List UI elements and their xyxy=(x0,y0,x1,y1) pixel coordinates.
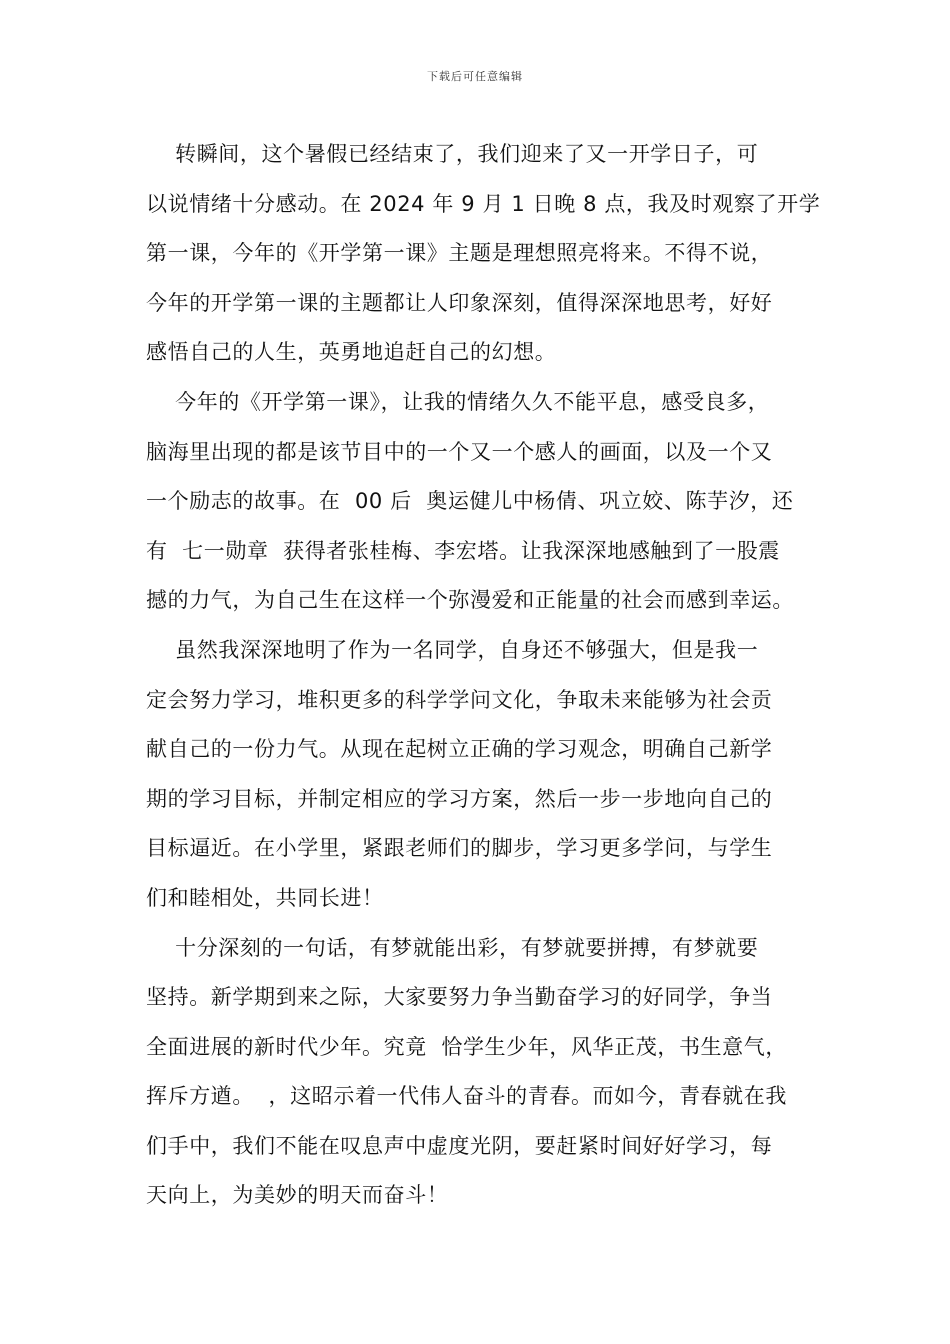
text-line: 定会努力学习，堆积更多的科学学问文化，争取未来能够为社会贡 xyxy=(146,687,773,712)
text-line: 以说情绪十分感动。在 2024 年 9 月 1 日晚 8 点，我及时观察了开学 xyxy=(146,191,821,216)
text-line: 们手中，我们不能在叹息声中虚度光阴，要赶紧时间好好学习，每 xyxy=(146,1133,773,1158)
text-line: 一个励志的故事。在 00 后 奥运健儿中杨倩、巩立姣、陈芋汐，还 xyxy=(146,489,794,514)
text-line: 挥斥方遒。 ，这昭示着一代伟人奋斗的青春。而如今，青春就在我 xyxy=(146,1084,787,1109)
text-line: 天向上，为美妙的明天而奋斗！ xyxy=(146,1183,449,1208)
text-line: 撼的力气，为自己生在这样一个弥漫爱和正能量的社会而感到幸运。 xyxy=(146,588,794,613)
text-line: 十分深刻的一句话，有梦就能出彩，有梦就要拼搏，有梦就要 xyxy=(146,935,759,960)
text-line: 坚持。新学期到来之际，大家要努力争当勤奋学习的好同学，争当 xyxy=(146,985,773,1010)
text-line: 今年的《开学第一课》，让我的情绪久久不能平息，感受良多， xyxy=(146,389,770,414)
document-body xyxy=(146,130,821,1221)
text-line: 们和睦相处，共同长进！ xyxy=(146,885,384,910)
text-line: 献自己的一份力气。从现在起树立正确的学习观念，明确自己新学 xyxy=(146,737,773,762)
text-line: 感悟自己的人生，英勇地追赶自己的幻想。 xyxy=(146,340,557,365)
text-line: 目标逼近。在小学里，紧跟老师们的脚步，学习更多学问，与学生 xyxy=(146,836,773,861)
text-line: 全面进展的新时代少年。究竟 恰学生少年，风华正茂，书生意气， xyxy=(146,1034,787,1059)
download-note: 下载后可任意编辑 xyxy=(427,70,523,83)
text-line: 虽然我深深地明了作为一名同学，自身还不够强大，但是我一 xyxy=(146,637,759,662)
text-line: 转瞬间，这个暑假已经结束了，我们迎来了又一开学日子，可 xyxy=(146,142,759,166)
text-line: 脑海里出现的都是该节目中的一个又一个感人的画面，以及一个又 xyxy=(146,439,773,464)
text-line: 期的学习目标，并制定相应的学习方案，然后一步一步地向自己的 xyxy=(146,786,773,811)
text-line: 第一课，今年的《开学第一课》主题是理想照亮将来。不得不说， xyxy=(146,241,773,266)
text-line: 今年的开学第一课的主题都让人印象深刻，值得深深地思考，好好 xyxy=(146,290,773,315)
text-line: 有 七一勋章 获得者张桂梅、李宏塔。让我深深地感触到了一股震 xyxy=(146,538,780,563)
